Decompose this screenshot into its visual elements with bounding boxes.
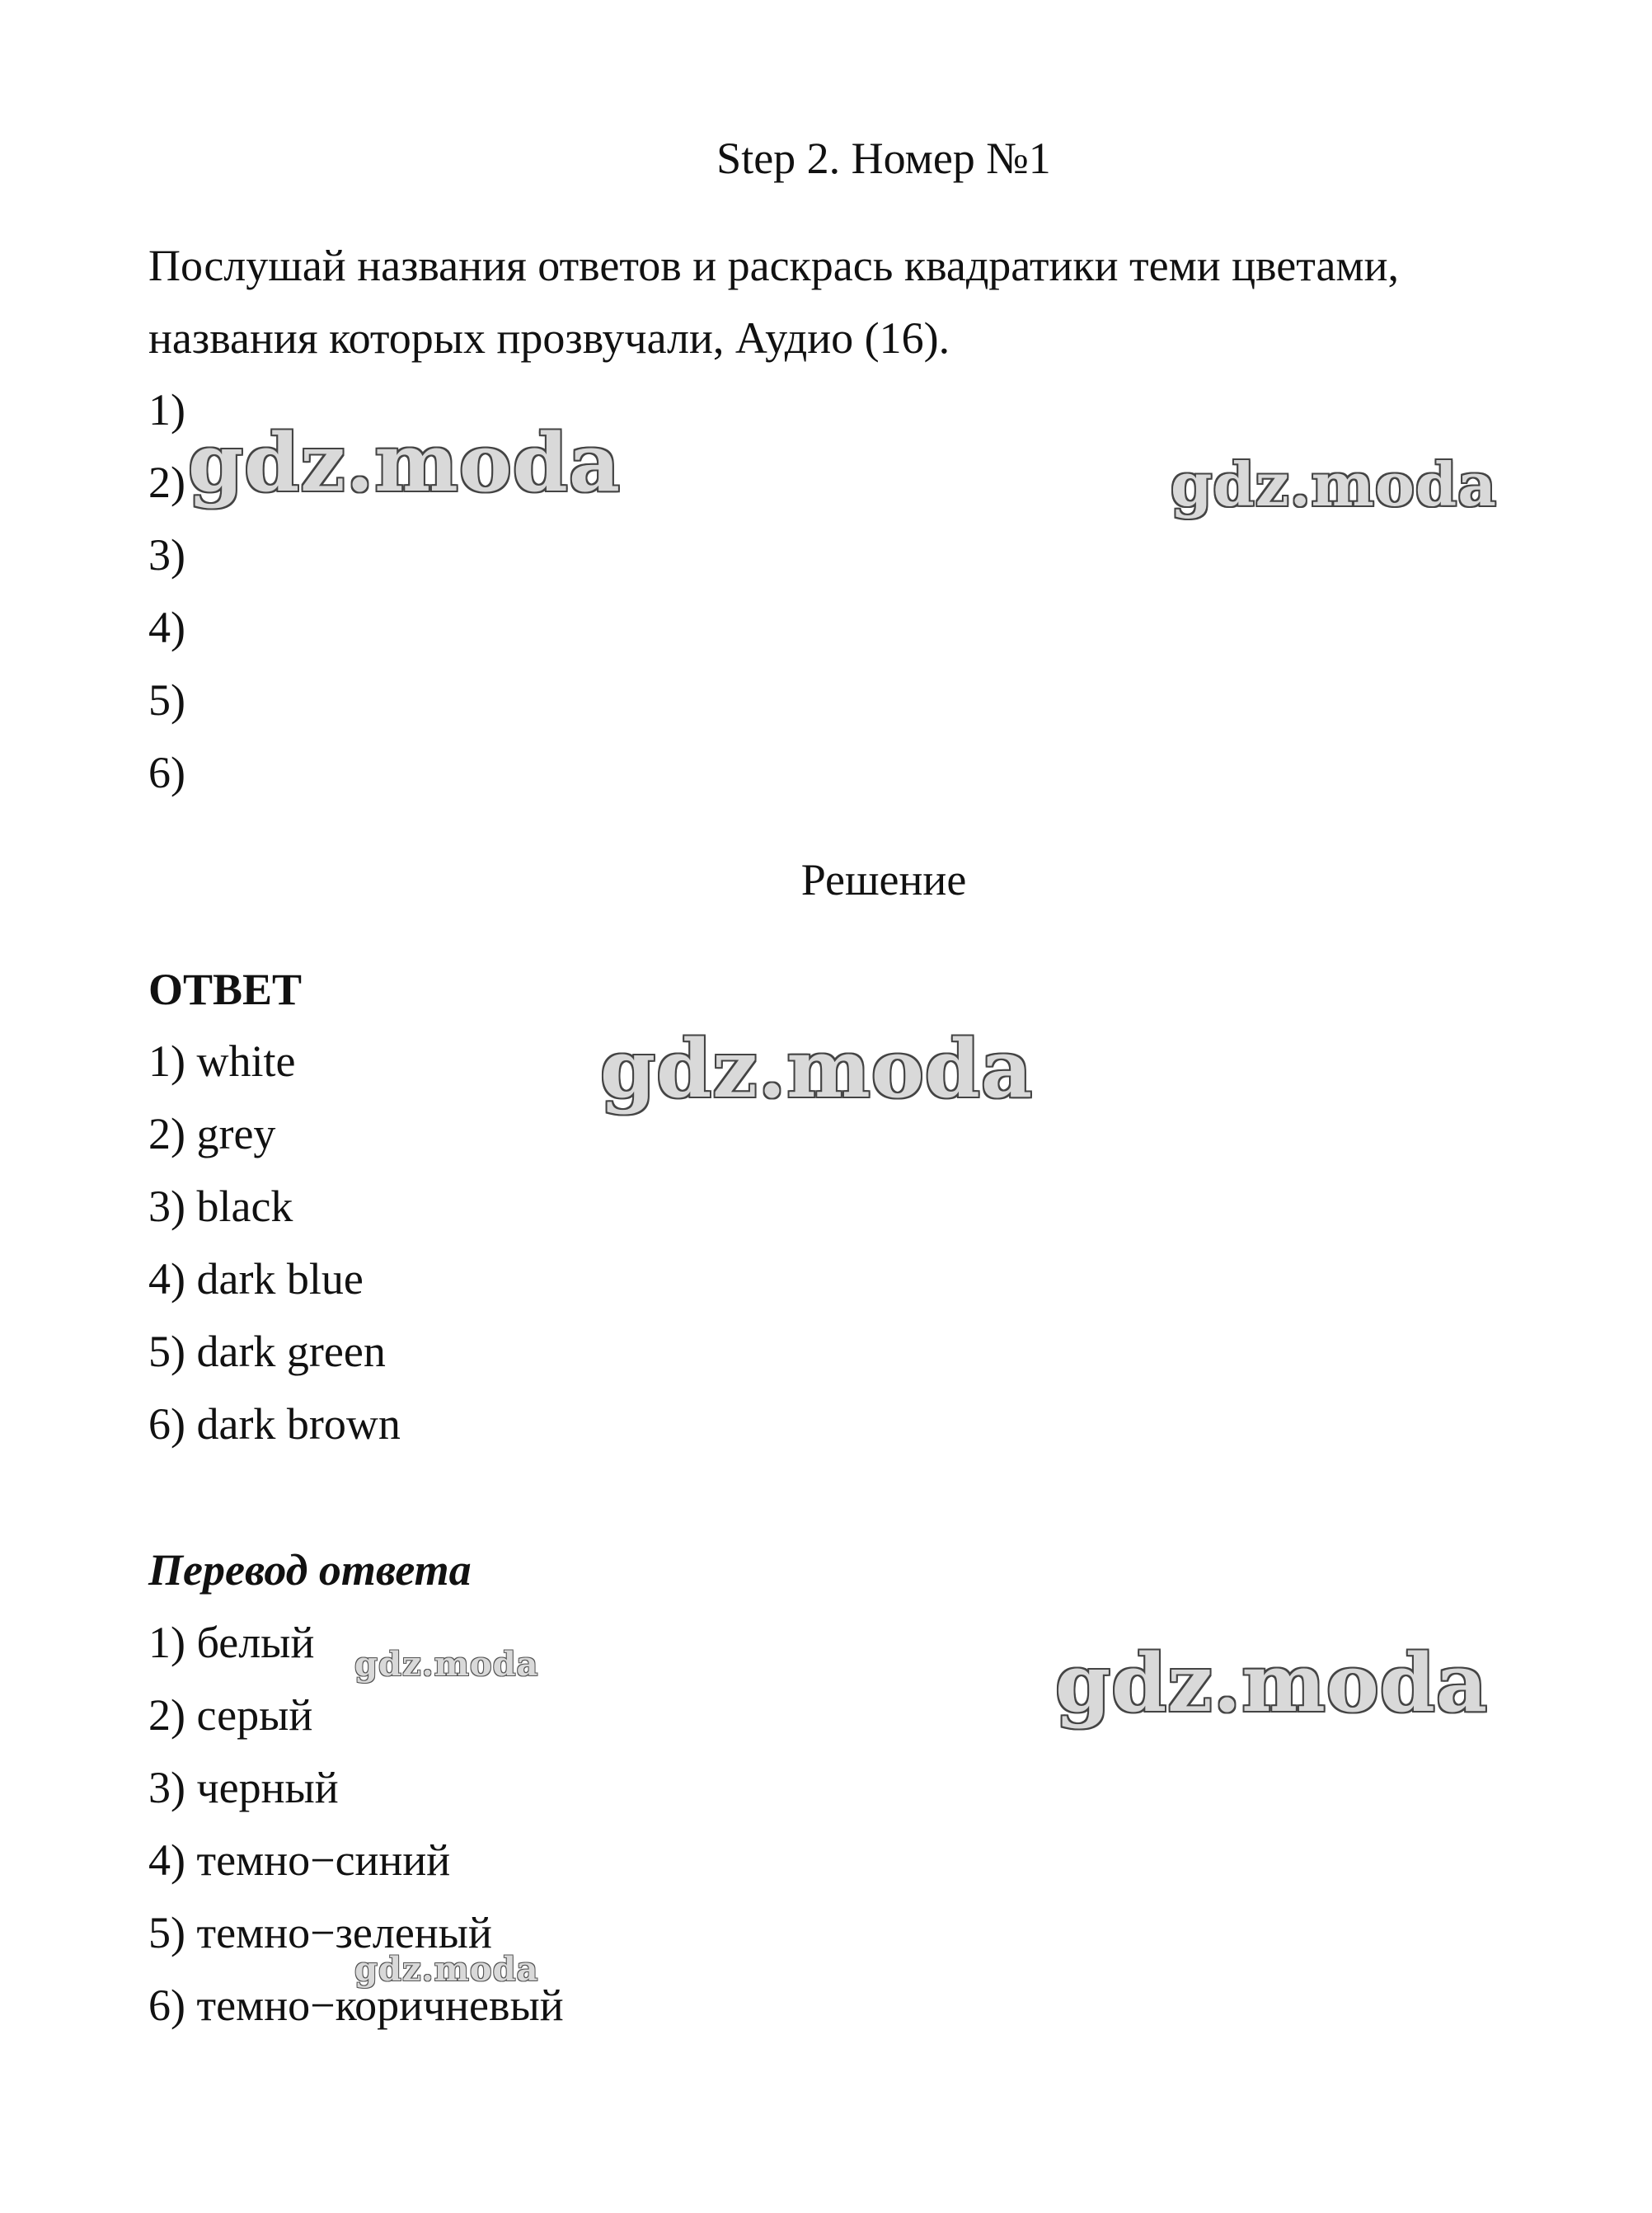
answer-item: 4) dark blue (148, 1254, 364, 1304)
task-text-line-2: названия которых прозвучали, Аудио (16). (148, 313, 950, 363)
watermark: gdz.moda (1171, 449, 1497, 519)
blank-item: 4) (148, 603, 185, 652)
translation-heading: Перевод ответа (148, 1545, 472, 1595)
blank-item: 1) (148, 385, 185, 435)
task-text-line-1: Послушай названия ответов и раскрась квадратики теми цветами, (148, 241, 1399, 290)
answer-heading: ОТВЕТ (148, 965, 303, 1014)
answer-item: 3) black (148, 1182, 293, 1231)
page-title: Step 2. Номер №1 (716, 134, 1051, 183)
translation-item: 2) серый (148, 1690, 313, 1740)
answer-item: 2) grey (148, 1109, 276, 1158)
blank-item: 3) (148, 530, 185, 580)
answer-item: 1) white (148, 1036, 296, 1086)
translation-item: 6) темно−коричневый (148, 1980, 564, 2030)
answer-item: 6) dark brown (148, 1399, 401, 1449)
answer-item: 5) dark green (148, 1327, 386, 1376)
watermark: gdz.moda (354, 1950, 539, 1989)
watermark: gdz.moda (600, 1022, 1034, 1116)
translation-item: 1) белый (148, 1618, 315, 1667)
watermark: gdz.moda (354, 1645, 539, 1684)
blank-item: 5) (148, 675, 185, 725)
translation-item: 4) темно−синий (148, 1835, 451, 1885)
translation-item: 5) темно−зеленый (148, 1908, 492, 1957)
blank-item: 2) (148, 458, 185, 507)
blank-item: 6) (148, 748, 185, 797)
translation-item: 3) черный (148, 1763, 339, 1812)
solution-heading: Решение (800, 855, 967, 904)
watermark: gdz.moda (1055, 1637, 1489, 1730)
watermark: gdz.moda (188, 416, 622, 510)
